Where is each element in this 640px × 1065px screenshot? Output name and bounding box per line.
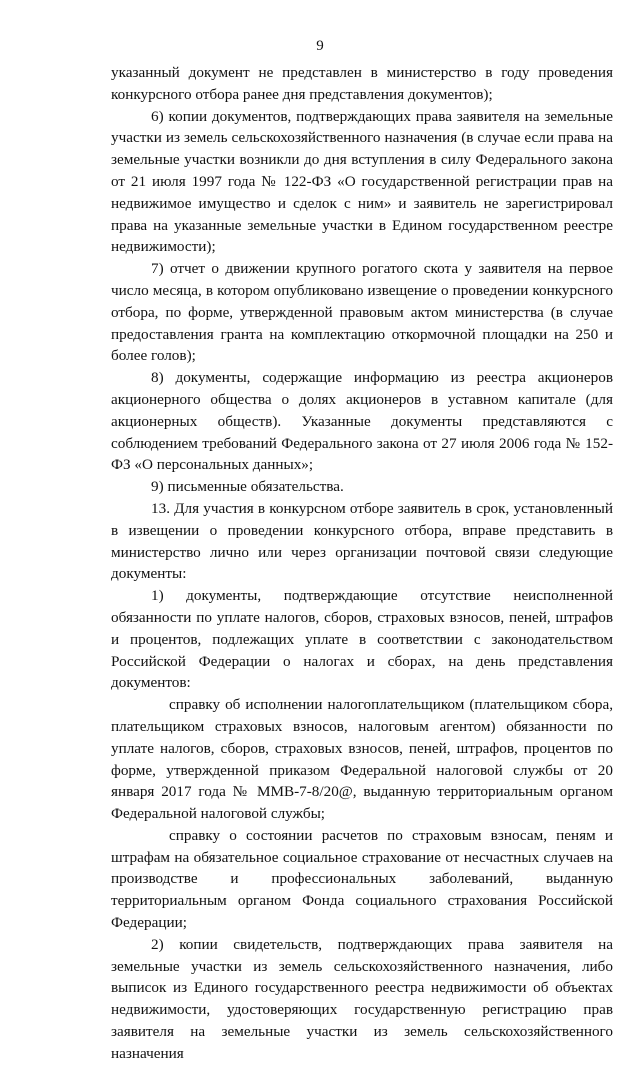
paragraph-subitem-1: 1) документы, подтверждающие отсутствие неисполненной обязанности по уплате налогов, сборов, страховых взносов, пеней, штрафов и процентов, подлежащих уплате в соответствии с законодательством Российской Федерации о налогах и сборах, на день представления документов: xyxy=(111,587,613,692)
paragraph-subitem-2: 2) копии свидетельств, подтверждающих права заявителя на земельные участки из земель сельскохозяйственного назначения, либо выписок из Единого государственного реестра недвижимости об объектах недвижимости, удостоверяющих государственную регистрацию прав заявителя на земельные участки из земель сельскохозяйственного назначения xyxy=(111,935,613,1062)
document-body xyxy=(111,62,613,1065)
paragraph-section-13: 13. Для участия в конкурсном отборе заявитель в срок, установленный в извещении о проведении конкурсного отбора, вправе представить в министерство лично или через организации почтовой связи следующие документы: xyxy=(111,499,613,583)
paragraph-item-9: 9) письменные обязательства. xyxy=(151,478,344,496)
paragraph-item-8: 8) документы, содержащие информацию из реестра акционеров акционерного общества о долях акционеров в уставном капитале (для акционерных обществ). Указанные документы представляются с соблюдением требований Федерального закона от 27 июля 2006 года № 152-ФЗ «О персональных данных»; xyxy=(111,369,613,474)
paragraph-tax-certificate: справку об исполнении налогоплательщиком (плательщиком сбора, плательщиком страховых взносов, налоговым агентом) обязанности по уплате налогов, сборов, страховых взносов, пеней, штрафов, процентов по форме, утвержденной приказом Федеральной налоговой службы от 20 января 2017 года № ММВ-7-8/20@, выданную территориальным органом Федеральной налоговой службы; xyxy=(111,696,613,823)
page-number: 9 xyxy=(316,38,324,54)
paragraph-item-6: 6) копии документов, подтверждающих права заявителя на земельные участки из земель сельскохозяйственного назначения (в случае если права на земельные участки возникли до дня вступления в силу Федерального закона от 21 июля 1997 года № 122-ФЗ «О государственной регистрации прав на недвижимое имущество и сделок с ним» и заявитель не зарегистрировал права на указанные земельные участки в Едином государственном реестре недвижимости); xyxy=(111,107,613,256)
paragraph-item-7: 7) отчет о движении крупного рогатого скота у заявителя на первое число месяца, в котором опубликовано извещение о проведении конкурсного отбора, по форме, утвержденной правовым актом министерства (в случае предоставления гранта на комплектацию откормочной площадки на 250 и более голов); xyxy=(111,260,613,365)
paragraph-insurance-certificate: справку о состоянии расчетов по страховым взносам, пеням и штрафам на обязательное социальное страхование от несчастных случаев на производстве и профессиональных заболеваний, выданную территориальным органом Фонда социального страхования Российской Федерации; xyxy=(111,826,613,932)
paragraph-continuation: указанный документ не представлен в министерство в году проведения конкурсного отбора ранее дня представления документов); xyxy=(111,64,613,103)
